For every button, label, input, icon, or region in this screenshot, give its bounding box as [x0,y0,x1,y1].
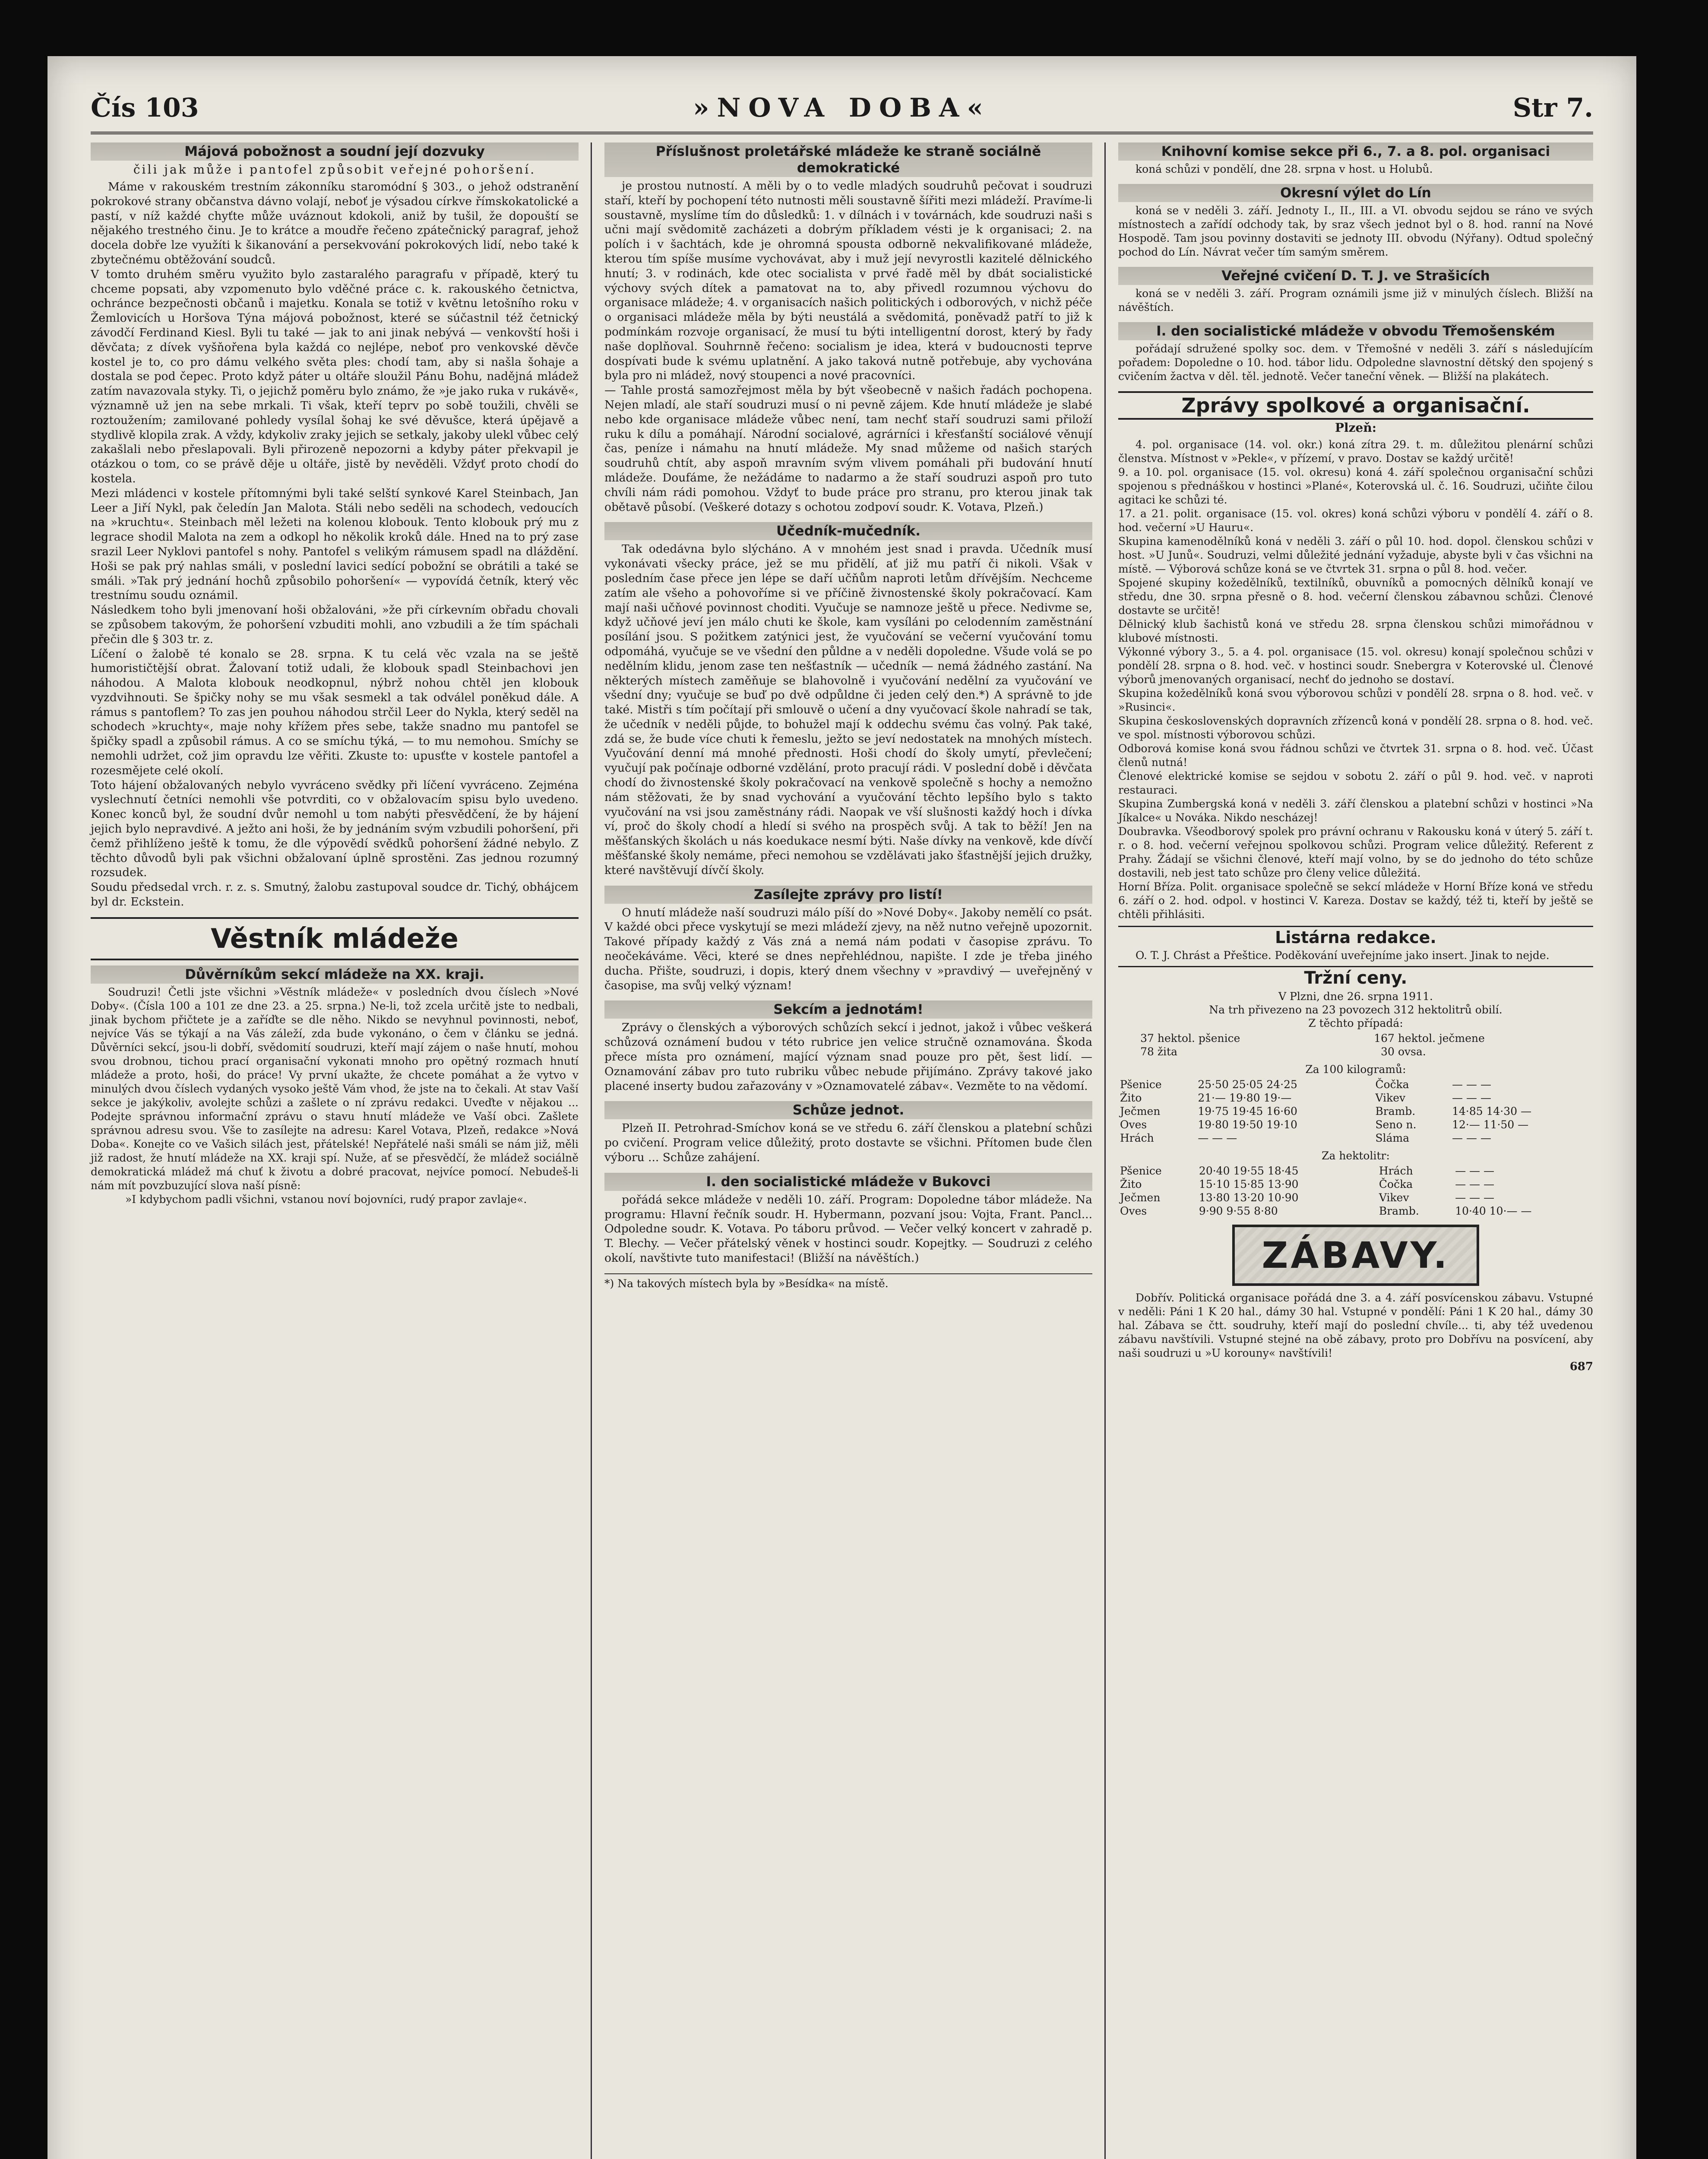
article-body: koná se v neděli 3. září. Jednoty I., II., III. a VI. obvodu sejdou se ráno ve svých místnostech a zařídí odchody tak, by sraz všech jednot byl o 8. hod. ranní na Nové Hospodě. Tam jsou povinny dostaviti se jednoty III. obvodu (Nýřany). Odtud společný pochod do Lín. Návrat večer tím samým směrem. [1118,204,1597,258]
issue-number: Čís 103 [91,93,199,123]
section-title-zpravy: Zprávy spolkové a organisační. [1118,391,1593,420]
masthead-title: »NOVA DOBA« [693,93,991,123]
article-majova-pobeznost [91,142,579,909]
table-row: Oves 19·80 19·50 19·10 Seno n. 12·— 11·50 — [1120,1118,1529,1131]
article-headline: Učedník-mučedník. [604,522,1092,540]
price-unit-hl: Za hektolitr: [1322,1149,1390,1162]
table-row: 37 hektol. pšenice 167 hektol. ječmene [1140,1032,1485,1045]
article-headline: Sekcím a jednotám! [604,1000,1092,1019]
newspaper-page [47,56,1636,2159]
table-row: Pšenice 25·50 25·05 24·25 Čočka — — — [1120,1078,1491,1091]
article-duvernikum [91,966,582,1206]
article-headline: I. den socialistické mládeže v Bukovci [604,1173,1092,1191]
column-1 [91,142,582,2159]
page-header [91,89,1593,134]
table-row: Žito 21·— 19·80 19·— Vikev — — — [1120,1092,1491,1104]
article-body: Plzeň II. Petrohrad-Smíchov koná se ve středu 6. září členskou a platební schůzi po cvičení. Program velice důležitý, proto dostavte se všichni. Přítomen bude člen výboru ... Schůze zahájení. [604,1121,1096,1165]
article-ucednik [604,522,1096,877]
article-poem: »I kdybychom padli všichni, vstanou noví bojovníci, rudý prapor zavlaje«. [125,1193,527,1206]
column-rule [1104,142,1106,2159]
article-prislusnost [604,142,1092,514]
article-headline: Okresní výlet do Lín [1118,184,1593,202]
column-3 [1118,142,1597,2159]
article-headline: Příslušnost proletářské mládeže ke straně sociálně demokratické [604,142,1092,177]
zabavy-banner: ZÁBAVY. [1232,1225,1479,1286]
article-body: Tak odedávna bylo slýcháno. A v mnohém jest snad i pravda. Učedník musí vykonávati všecky práce, jež se mu přidělí, ať již mu patří či nikoli. Však v posledním čase přece jen lépe se daří učňům naproti letům dřívějším. Nechceme zatím ale všeho a pohovoříme si ve příčině živnostenské školy pokračovací. Kam mají naši učňové povinnost choditi. Vyučuje se namnoze ještě u přece. Nedivme se, když učňové jeví jen málo chuti ke škole, kam vysíláni po celodenním zaměstnání posílání jsou. S požitkem zatýnici jest, že vyučování se večerní vyučování tomu odpomáhá, vyučuje se ve všední den půldne a v neděli dopoledne. Všude volá se po nedělním klidu, jenom zase ten nešťastník — učedník — nemá žádného zastání. Na některých místech zaměňuje se blahovolně i vyučování nedělní za vyučování ve všední dny; vyučuje se buď po dvě odpůldne či jeden celý den.*) A správně to jde také. Mistři s tím počítají při smlouvě o učení a dny vyučovací škole nahradí se tak, že učedník v neděli půjde, to bohužel mají k oddechu svému čas volný. Pak také, zdá se, že bude více chuti k řemeslu, ježto se jeví nedostatek na mnohých místech. Vyučování denní má mnohé přednosti. Hoši chodí do školy umytí, převlečení; vyučují pak počínaje odborné vzdělání, proto pracují rádi. V poslední době i děvčata chodí do živnostenské školy pokračovací na venkově společně s hochy a nemožno nám stěžovati, že by snad vychování a vyučování těchto lepšího bylo s takto vyučování na vsi jsou zaměstnány rádi. Naopak ve vší slušnosti každý hoch i dívka ví, proč do školy chodí a hledí si svého na prospěch svůj. A tak to běží! Jen na měšťanských školách u nás koedukace nesmí býti. Naše dívky na venkově, kde dívčí měšťanské školy nemáme, přeci nemohou se vzdělávati jako šťastnější jejich družky, které navštěvují dívčí školy. [604,542,1096,877]
section-place: Plzeň: [1335,421,1377,435]
article-verejne-cviceni [1118,267,1597,314]
article-headline: Schůze jednot. [604,1101,1092,1119]
article-body: koná schůzi v pondělí, dne 28. srpna v host. u Holubů. [1136,163,1433,175]
table-row: Pšenice 20·40 19·55 18·45 Hrách — — — [1120,1165,1495,1177]
article-headline: Důvěrníkům sekcí mládeže na XX. kraji. [91,966,579,984]
article-headline: Májová pobožnost a soudní její dozvuky [91,142,579,161]
article-headline: Zasílejte zprávy pro listí! [604,886,1092,904]
article-body: je prostou nutností. A měli by o to vedle mladých soudruhů pečovat i soudruzi staří, kteří by pochopení této nutnosti měli soustavně šířiti mezi mládeží. Pravíme-li soustavně, myslíme tím do důsledků: 1. v dílnách i v továrnách, kde soudruzi naši s učni mají svědomitě zacházeti a dobrým příkladem vésti je k organisaci; 2. na polích i v šachtách, kde je ohromná spousta odborně nekvalifikované mládeže, kterou tím spíše musíme vychovávat, aby i muž její nevyrostli kazitelé dělnického hnutí; 3. v rodinách, kde otec socialista v prvé řadě měl by dbát socialistické výchovy svých dítek a pamatovat na to, aby přivedl rozumnou výchovu do organisace mládeže; 4. v organisacích našich politických i odborových, v nichž péče o organisaci mládeže měla by býti neustálá a svědomitá, poněvadž patří to již k podmínkám rozvoje organisací, že musí tu býti intelligentní dorost, který by řady naše doplňoval. Souhrnně řečeno: socialism je idea, která v budoucnosti teprve dospívati bude k svému uplatnění. A jako taková nutně potřebuje, aby vychována byla pro ni mládež, nový stoupenci a nové pracovníci. — Tahle prostá samozřejmost měla by být všeobecně v našich řadách pochopena. Nejen mladí, ale staří soudruzi musí o ni pevně zájem. Kde hnutí mládeže je slabé nebo kde organisace mládeže vůbec není, tam nechť staří soudruzi sami přiloží ruku k dílu a pomáhají. Národní socialové, agrárníci i křesťanští sociálové věnují čas, peníze i námahu na hnutí mládeže. My snad můžeme od našich starých soudruhů chtít, aby aspoň mravním svým vlivem pomáhali při budování hnutí mládeže. Doufáme, že nežádáme to nadarmo a že staří soudruzi aspoň pro tuto chvíli nám rádi pomohou. Vždyť to bude práce pro stranu, pro kterou jinak tak obětavě působí. (Veškeré dotazy s ochotou zodpoví soudr. K. Votava, Plzeň.) [604,179,1092,514]
article-body: Zprávy o členských a výborových schůzích sekcí i jednot, jakož i vůbec veškerá schůzová oznámení budou v této rubrice jen velice stručně oznamována. Škoda přece místa pro oznámení, mající význam snad pouze pro pět, šest lidí. — Oznamování zábav pro tuto rubriku vůbec nebude přijímáno. Zprávy takové jako placené inserty budou zařazovány v »Oznamovatelé zábav«. Vezměte to na vědomí. [604,1021,1096,1093]
article-body: O hnutí mládeže naší soudruzi málo píší do »Nové Doby«. Jakoby nemělí co psát. V každé obci přece vyskytují se mezi mládeží zjevy, na něž nutno veřejně upozornit. Takové případy každý z Vás zná a nemá nám podati v časopise zprávu. To neočekáváme. Věci, které se dnes nepřehlédnou, napište. I zde je třeba jiného ducha. Přište, soudruzi, i dopis, který dnem všechny v »pravdivý — uveřejněný v časopise, ma svůj velký význam! [604,905,1096,992]
article-body: pořádá sekce mládeže v neděli 10. září. Program: Dopoledne tábor mládeže. Na programu: Hlavní řečník soudr. H. Hybermann, pozvaní jsou: Vojta, Frant. Pancl... Odpoledne soudr. K. Votava. Po táboru průvod. — Večer velký koncert v zahradě p. T. Blechy. — Večer přátelský věnek v hostinci soudr. Kopejtky. — Soudruzi z celého okolí, navštivte tuto manifestaci! (Bližší na návěštích.) [604,1193,1096,1265]
article-headline: I. den socialistické mládeže v obvodu Třemošenském [1118,322,1593,340]
market-intro-2: Z těchto případá: [1308,1017,1403,1029]
insert-number: 687 [1569,1360,1593,1373]
table-row: 78 žita 30 ovsa. [1140,1045,1426,1058]
article-okresni-vylet [1118,184,1597,259]
article-body: Máme v rakouském trestním zákonníku staromódní § 303., o jehož odstranění pokrokové strany občanstva dávno volají, neboť je výsadou církve římskokatolické a pastí, v níž každé chyťte může uváznout kdokoli, aniž by tušil, že dopouští se nějakého trestného činu. Je to krátce a moudře řečeno zpátečnický paragraf, jehož docela dobře lze využíti k šikanování a persekvování pokrokových lidí, nebo také k zbytečnému obtěžování soudců. V tomto druhém směru využito bylo zastaralého paragrafu v případě, který tu chceme popsati, aby vzpomenuto bylo vděčné práce c. k. rakouského četnictva, ochránce bezpečnosti občanů i majetku. Konala se totiž v květnu letošního roku v Žemlovicích u Horšova Týna májová pobožnost, které se súčastnil též četnický závodčí Ferdinand Kiesl. Byli tu také — jak to ani jinak nebývá — venkovští hoši i děvčata; z dívek vyšňořena byla každá co nejlépe, neboť pro venkovské děvče kostel je to, co pro dámu velkého světa ples: chodí tam, aby si našla šohaje a dostala se pod čepec. Proto když páter u oltáře sloužil Pánu Bohu, nadějná mládež zatím navazovala styky. Ti, o jejichž poměru bylo známo, že »je jako ruka v rukávě«, významně už jen na sebe mrkali. Ti však, kteří teprv po sobě toužili, chvěli se roztoužením; zamilované pohledy vysílal šohaj ke své děvušce, která úpějavě a stydlivě klopila zrak. A vždy, kdykoliv zraky jejich se setkaly, jakoby ulekl vůbec celý zakašlali nebo přeslapovali. Byli přirozeně nepozorni a kdyby páter překvapil je otázkou o tom, co se právě děje u oltáře, jistě by nevěděli. Vždyť proto chodí do kostela. Mezi mládenci v kostele přítomnými byli také selští synkové Karel Steinbach, Jan Leer a Jiří Nykl, pak čeledín Jan Malota. Stáli nebo seděli na schodech, vedoucích na »kruchtu«. Steinbach měl ležeti na kolenou klobouk. Tento klobouk prý mu z legrace shodil Malota na zem a odkopl ho několik kroků dále. Hned na to prý zase srazil Leer Nyklovi pantofel s nohy. Pantofel s velikým rámusem spadl na dláždění. Hoši se pak prý nahlas smáli, v poslední lavici sedící pobožní se obrátili a také se smáli. »Tak prý jednání hochů způsobilo pohoršení« — vypovídá četník, který věc trestnímu soudu oznámil. Následkem toho byli jmenovaní hoši obžalováni, »že při církevním obřadu chovali se způsobem takovým, že pohoršení vzbuditi mohli, ano vzbudili a že tím spáchali přečin dle § 303 tr. z. Líčení o žalobě té konalo se 28. srpna. K tu celá věc vzala na se ještě humorističtější obrat. Žalovaní totiž udali, že klobouk spadl Steinbachovi jen náhodou. A Malota klobouk neodkopnul, nýbrž nohou chtěl jen klobouk vyzdvihnouti. Se špičky nohy se mu však sesmekl a tak odválel poněkud dále. A rámus s pantoflem? To zas jen pouhou náhodou strčil Leer do Nykla, který seděl na schodech »kruchty«, maje nohy křížem přes sebe, takže snadno mu pantofel se špičky spadl a způsobil rámus. A co se smíchu týká, — to mu nemohou. Smíchy se nemohli udržet, což jim opravdu lze věřiti. Zkuste to: upusťte v kostele pantofel a rozesmějete celé okolí. Toto hájení obžalovaných nebylo vyvráceno svědky při líčení vyvráceno. Zejména vyslechnutí četníci nemohli vše potvrditi, co v obžalovacím spisu bylo uvedeno. Konec konců byl, že soudní dvůr nemohl u tom nabýti přesvědčení, že by hájení jejich bylo nepravdivé. A ježto ani hoši, že by jednáním svým vzbudili pohoršení, při čemž přihlíženo ještě k tomu, že dle výpovědí svědků pohoršení žádné nebylo. Z těchto důvodů byli pak všichni obžalovaní úplně sprostěni. Zas jednou rozumný rozsudek. Soudu předsedal vrch. r. z. s. Smutný, žalobu zastupoval soudce dr. Tichý, obhájcem byl dr. Eckstein. [91,180,579,909]
article-den-mladeze-tremosna [1118,322,1597,383]
market-quantities-table [1118,1032,1593,1058]
article-knihovni-komise [1118,142,1593,176]
table-row: Hrách — — — Sláma — — — [1120,1132,1491,1144]
footnote: *) Na takových místech byla by »Besídka« na místě. [604,1273,1092,1291]
column-2 [604,142,1096,2159]
section-title-trzni-ceny: Tržní ceny. [1118,966,1593,989]
price-table-per-100kg [1118,1078,1593,1145]
section-body-zpravy: 4. pol. organisace (14. vol. okr.) koná zítra 29. t. m. důležitou plenární schůzi členstva. Místnost v »Pekle«, v přízemí, v pravo. Dostav se každý určitě! 9. a 10. pol. organisace (15. vol. okresu) koná 4. září společnou organisační schůzi spojenou s přednáškou v hostinci »Plané«, Koterovská ul. č. 16. Soudruzi, učiňte čilou agitaci ke schůzi té. 17. a 21. polit. organisace (15. vol. okres) koná schůzi výboru v pondělí 4. září o 8. hod. večerní »U Hauru«. Skupina kamenodělníků koná v neděli 3. září o půl 10. hod. dopol. členskou schůzi v host. »U Junů«. Soudruzi, velmi důležité jednání vyžaduje, abyste byli v čas všichni na místě. — Výborová schůze koná se ve čtvrtek 31. srpna o půl 8. hod. večer. Spojené skupiny kožedělníků, textilníků, obuvníků a pomocných dělníků konají ve středu, dne 30. srpna přesně o 8. hod. večerní členskou zábavnou schůzi. Členové dostavte se určitě! Dělnický klub šachistů koná ve středu 28. srpna členskou schůzi mimořádnou v klubové místnosti. Výkonné výbory 3., 5. a 4. pol. organisace (15. vol. okresu) konají společnou schůzi v pondělí 28. srpna o 8. hod. več. v hostinci soudr. Snebergra v Koterovské ul. Členové výborů jmenovaných organisací, nechť do jednoho se dostaví. Skupina kožedělníků koná svou výborovou schůzi v pondělí 28. srpna o 8. hod. več. v »Rusinci«. Skupina československých dopravních zřízenců koná v pondělí 28. srpna o 8. hod. več. ve spol. místnosti výborovou schůzi. Odborová komise koná svou řádnou schůzi ve čtvrtek 31. srpna o 8. hod. več. Účast členů nutná! Členové elektrické komise se sejdou v sobotu 2. září o půl 9. hod. več. v naproti restauraci. Skupina Zumbergská koná v neděli 3. září členskou a platební schůzi v hostinci »Na Jíkalce« u Nováka. Nikdo nescházej! Doubravka. Všeodborový spolek pro právní ochranu v Rakousku koná v úterý 5. září t. r. o 8. hod. večerní veřejnou spolkovou schůzi. Program velice důležitý. Referent z Prahy. Žádají se všichni členové, kteří mají volno, by se do jednoho do této schůze dostavili, neb jest tato schůze pro členy velice důležitá. Horní Bříza. Polit. organisace společně se sekcí mládeže v Horní Bříze koná ve středu 6. září o 2. hod. odpol. v hostinci V. Kareza. Dostav se každý, též ti, kteří by ještě se chtěli přihlásiti. [1118,438,1593,921]
section-title-vestnik: Věstník mládeže [91,917,579,960]
article-den-mladeze-bukovec [604,1173,1096,1266]
page-number: Str 7. [1512,93,1593,123]
article-schuze-jednot [604,1101,1096,1165]
article-body: pořádají sdružené spolky soc. dem. v Třemošné v neděli 3. září s následujícím pořadem: Dopoledne o 10. hod. tábor lidu. Odpoledne slavnostní dětský den spojený s cvičením žactva v děl. těl. jednotě. Večer taneční věnek. — Bližší na plakátech. [1118,342,1597,383]
article-zasilejte [604,886,1096,993]
article-body: Soudruzi! Četli jste všichni »Věstník mládeže« v posledních dvou číslech »Nové Doby«. (Čísla 100 a 101 ze dne 23. a 25. srpna.) Ne-li, tož zcela určitě jste to nedbali, jinak bychom přičtete je a zaříďte se dle něho. Nikdo se nevyhnul povinnosti, neboť, nejvíce Vás se týkají a na Vás záleží, zda bude vykonáno, o čem v článku se jedná. Důvěrníci sekcí, jsou-li dobří, svědomití soudruzi, kteří mají zájem o naše hnutí, mohou svou drobnou, tichou prací organisační vykonati mnoho pro opětný rozmach hnutí mládeže a proto, hoši, do práce! Vy první ukažte, že chcete pomáhat a že vytvo v minulých dvou číslech vydaných vysoko ještě Vám vhod, že jste na to čekali. At stav Vaší sekce je jakýkoliv, avolejte schůzi a zašlete o ní zprávu redakci. Uveďte v nějakou ... Podejte správnou informační zprávu o stavu hnutí mládeže ve Vaší obci. Zašlete správnou adresu svou. Vše to zasílejte na adresu: Karel Votava, Plzeň, redakce »Nová Doba«. Konejte co ve Vašich silách jest, přátelské! Nepřátelé naši smáli se nám již, měli již radost, že hnutí mládeže na XX. kraji spí. Nuže, ať se přesvědčí, že mládež sociálně demokratická mládež má chuť k životu a dobré pracovat, nejvíce pomocí. Nebudeš-li nám mít povzbuzující slova naší písně: [91,985,582,1192]
section-body-listarna: O. T. J. Chrást a Přeštice. Poděkování uveřejníme jako insert. Jinak to nejde. [1136,949,1550,962]
article-subheadline: čili jak může i pantofel způsobit veřejné pohoršení. [133,162,536,177]
table-row: Ječmen 19·75 19·45 16·60 Bramb. 14·85 14·30 — [1120,1105,1532,1117]
table-row: Žito 15·10 15·85 13·90 Čočka — — — [1120,1178,1495,1190]
article-sekcim [604,1000,1096,1093]
column-rule [591,142,592,2159]
price-unit-kg: Za 100 kilogramů: [1305,1063,1406,1076]
market-intro: Na trh přivezeno na 23 povozech 312 hektolitrů obilí. [1209,1004,1502,1016]
price-table-per-hl [1118,1164,1593,1218]
article-headline: Veřejné cvičení D. T. J. ve Strašicích [1118,267,1593,285]
table-row: Oves 9·90 9·55 8·80 Bramb. 10·40 10·— — [1120,1205,1532,1217]
section-body-zabavy: Dobřív. Politická organisace pořádá dne 3. a 4. září posvícenskou zábavu. Vstupné v neděli: Páni 1 K 20 hal., dámy 30 hal. Vstupné v pondělí: Páni 1 K 20 hal., dámy 30 hal. Zábava se čtt. soudruhy, kteří mají do poslední chvíle... ti, aby též uvedenou zábavu navštívili. Vstupné stejné na obě zábavy, proto pro Dobřívu na posvícení, aby naši soudruzi u »U korouny« navštívili! [1118,1292,1597,1359]
section-title-listarna: Listárna redakce. [1118,926,1593,948]
article-headline: Knihovní komise sekce při 6., 7. a 8. pol. organisaci [1118,142,1593,161]
table-row: Ječmen 13·80 13·20 10·90 Vikev — — — [1120,1191,1495,1204]
market-date: V Plzni, dne 26. srpna 1911. [1278,990,1433,1003]
article-body: koná se v neděli 3. září. Program oznámili jsme již v minulých číslech. Bližší na návěštích. [1118,287,1597,313]
